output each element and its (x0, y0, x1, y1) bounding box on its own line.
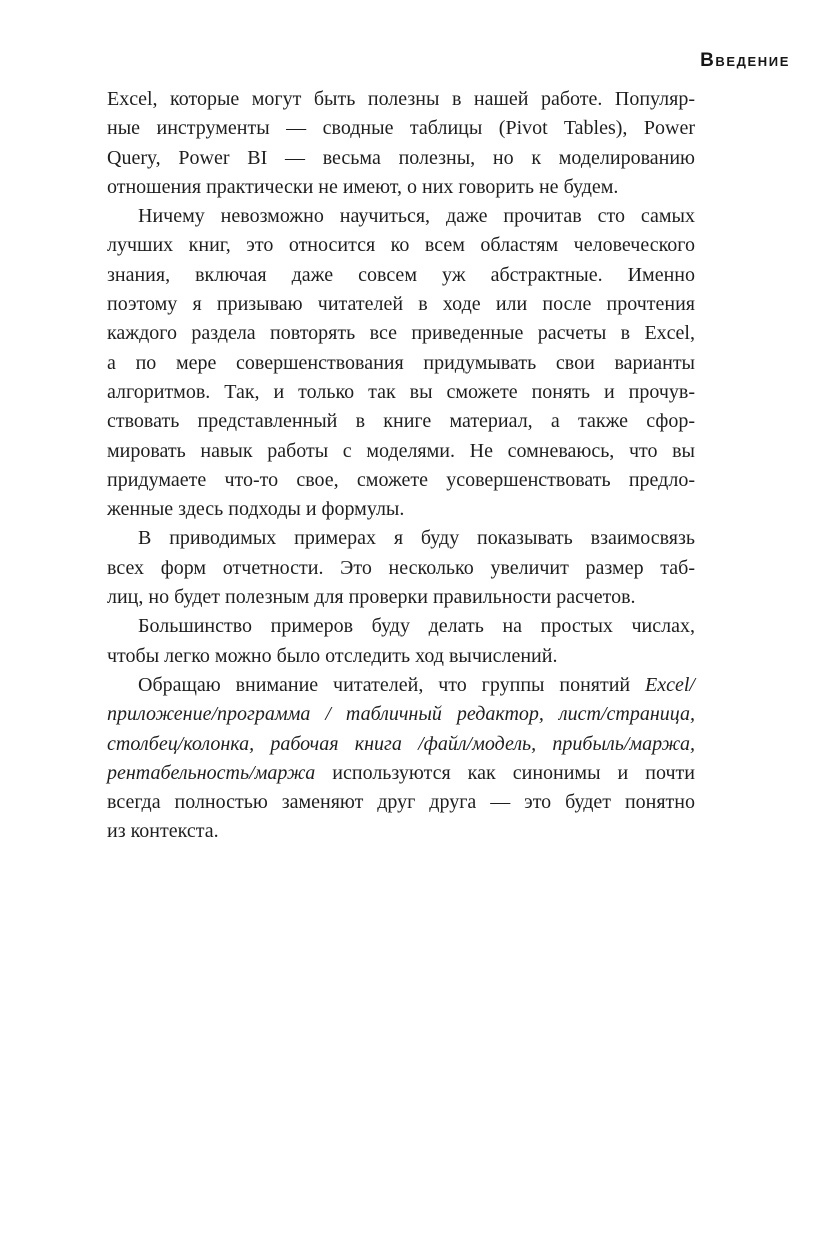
paragraph (107, 202, 695, 524)
text-line (107, 173, 695, 202)
text-line (107, 437, 695, 466)
text-segment: а по мере совершенствования придумывать свои варианты (107, 351, 695, 374)
text-line (107, 612, 695, 641)
text-segment: мировать навык работы с моделями. Не сомневаюсь, что вы (107, 439, 695, 462)
text-line (107, 759, 695, 788)
text-line (107, 144, 695, 173)
text-segment: лиц, но будет полезным для проверки правильности расчетов. (107, 586, 636, 609)
text-line (107, 114, 695, 143)
text-line (107, 85, 695, 114)
text-segment: Excel, которые могут быть полезны в нашей работе. Популяр- (107, 88, 695, 110)
text-line (107, 466, 695, 495)
paragraph (107, 524, 695, 612)
text-segment: женные здесь подходы и формулы. (107, 498, 405, 521)
text-line (107, 671, 695, 700)
text-segment: Ничему невозможно научиться, даже прочитав сто самых (138, 205, 695, 228)
text-line (107, 524, 695, 553)
text-line (107, 261, 695, 290)
text-segment: поэтому я призываю читателей в ходе или после прочтения (107, 293, 695, 316)
text-line (107, 319, 695, 348)
paragraph (107, 671, 695, 847)
text-segment-italic: приложение/программа / табличный редактор, лист/страница, (107, 703, 695, 726)
text-segment: ствовать представленный в книге материал, а также сфор- (107, 410, 695, 433)
text-segment: используются как синонимы и почти (315, 761, 695, 784)
text-segment: Обращаю внимание читателей, что группы понятий (138, 673, 646, 696)
body-text (107, 85, 695, 847)
text-segment: Большинство примеров буду делать на простых числах, (138, 615, 695, 638)
text-line (107, 700, 695, 729)
paragraph (107, 612, 695, 671)
text-line (107, 583, 695, 612)
text-segment: В приводимых примерах я буду показывать взаимосвязь (138, 527, 695, 550)
text-line (107, 730, 695, 759)
text-segment: из контекста. (107, 820, 219, 843)
text-line (107, 202, 695, 231)
text-segment: знания, включая даже совсем уж абстрактные. Именно (107, 263, 695, 286)
text-segment: каждого раздела повторять все приведенные расчеты в Excel, (107, 322, 695, 345)
text-segment: лучших книг, это относится ко всем областям человеческого (107, 234, 695, 257)
text-segment: придумаете что-то свое, сможете усовершенствовать предло- (107, 468, 695, 491)
paragraph (107, 85, 695, 202)
text-segment: алгоритмов. Так, и только так вы сможете понять и прочув- (107, 380, 695, 403)
text-segment-italic: Excel/ (645, 673, 695, 696)
text-line (107, 788, 695, 817)
text-line (107, 290, 695, 319)
text-line (107, 554, 695, 583)
text-line (107, 495, 695, 524)
text-line (107, 231, 695, 260)
text-line (107, 349, 695, 378)
text-line (107, 407, 695, 436)
text-segment-italic: рентабельность/маржа (107, 761, 316, 784)
text-line (107, 378, 695, 407)
text-line (107, 642, 695, 671)
text-line (107, 817, 695, 846)
running-header: Введение (700, 50, 790, 71)
text-segment: всегда полностью заменяют друг друга — это будет понятно (107, 791, 695, 814)
text-segment: Query, Power BI — весьма полезны, но к моделированию (107, 146, 695, 169)
text-segment-italic: столбец/колонка, рабочая книга /файл/модель, прибыль/маржа, (107, 732, 695, 755)
text-segment: чтобы легко можно было отследить ход вычислений. (107, 644, 558, 667)
text-segment: отношения практически не имеют, о них говорить не будем. (107, 175, 619, 198)
text-segment: ные инструменты — сводные таблицы (Pivot Tables), Power (107, 117, 695, 140)
text-segment: всех форм отчетности. Это несколько увеличит размер таб- (107, 556, 695, 579)
